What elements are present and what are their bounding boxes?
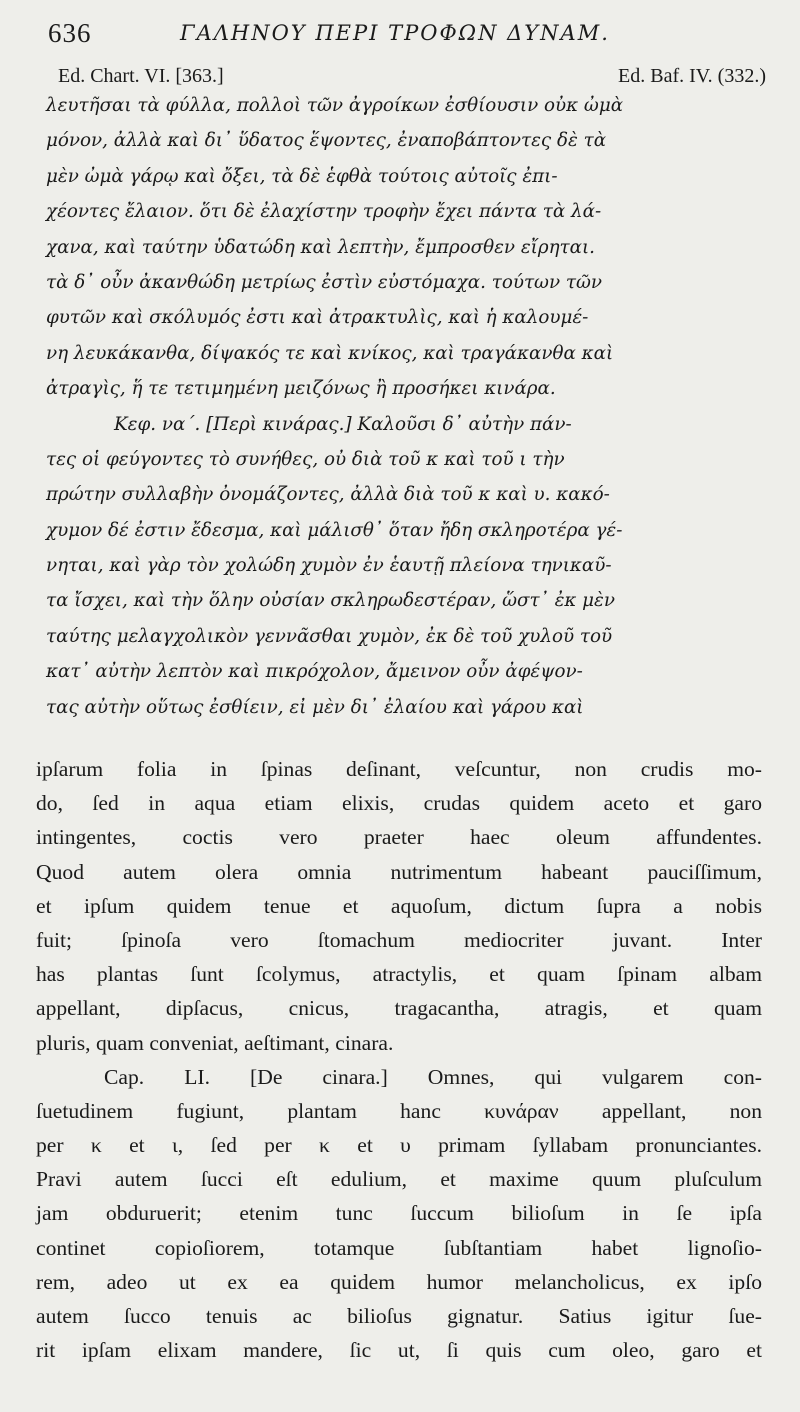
greek-line: φυτῶν καὶ σκόλυμός ἐστι καὶ ἀτρακτυλὶς, καὶ ἡ καλουμέ- [46,307,589,329]
greek-line: μὲν ὠμὰ γάρῳ καὶ ὄξει, τὰ δὲ ἑφθὰ τούτοις αὐτοῖς ἐπι- [46,165,558,187]
latin-chapter-heading-line: Cap. LI. [De cinara.] Omnes, qui vulgarem con- [104,1064,762,1089]
edition-basel-ref: Ed. Baf. IV. (332.) [618,65,766,87]
latin-line: Quod autem olera omnia nutrimentum habeant pauciſſimum, [36,859,762,884]
latin-text-block [36,752,762,1367]
greek-line: τὰ δ᾽ οὖν ἀκανθώδη μετρίως ἐστὶν εὐστόμαχα. τούτων τῶν [46,271,603,293]
greek-line: τα ἴσχει, καὶ τὴν ὅλην οὐσίαν σκληρωδεστέραν, ὥστ᾽ ἐκ μὲν [46,590,615,612]
greek-line: πρώτην συλλαβὴν ὀνομάζοντες, ἀλλὰ διὰ τοῦ κ καὶ υ. κακό- [46,484,610,506]
running-head [48,18,768,52]
greek-line: λευτῆσαι τὰ φύλλα, πολλοὶ τῶν ἀγροίκων ἐσθίουσιν οὐκ ὠμὰ [46,95,624,116]
latin-line: continet copioſiorem, totamque ſubſtantiam habet lignoſio- [36,1235,762,1260]
running-title: ΓΑΛΗΝΟΥ ΠΕΡΙ ΤΡΟΦΩΝ ΔΥΝΑΜ. [180,21,610,45]
latin-line: ipſarum folia in ſpinas deſinant, veſcuntur, non crudis mo- [36,757,762,781]
latin-line: et ipſum quidem tenue et aquoſum, dictum ſupra a nobis [36,893,762,918]
greek-chapter-heading-line: Κεφ. να΄. [Περὶ κινάρας.] Καλοῦσι δ᾽ αὐτὴν πάν- [114,413,572,435]
greek-line: χέοντες ἔλαιον. ὅτι δὲ ἐλαχίστην τροφὴν ἔχει πάντα τὰ λά- [46,201,602,223]
latin-line: per κ et ι, ſed per κ et υ primam ſyllabam pronunciantes. [36,1133,762,1158]
greek-line: μόνον, ἀλλὰ καὶ δι᾽ ὕδατος ἕψοντες, ἐναποβάπτοντες δὲ τὰ [46,130,607,152]
greek-line: τες οἱ φεύγοντες τὸ συνήθες, οὐ διὰ τοῦ κ καὶ τοῦ ι τὴν [46,448,565,470]
latin-line: rit ipſam elixam mandere, ſic ut, ſi quis cum oleo, garo et [36,1338,762,1363]
latin-line: autem ſucco tenuis ac bilioſus gignatur. Satius igitur ſue- [36,1304,762,1328]
greek-line: ταύτης μελαγχολικὸν γεννᾶσθαι χυμὸν, ἐκ δὲ τοῦ χυλοῦ τοῦ [46,625,613,647]
greek-text-block [46,88,766,725]
greek-line: κατ᾽ αὐτὴν λεπτὸν καὶ πικρόχολον, ἄμεινον οὖν ἀφέψον- [46,661,583,683]
latin-line: intingentes, coctis vero praeter haec oleum affundentes. [36,825,762,850]
page-number: 636 [48,18,92,48]
latin-paragraph-end-line: pluris, quam conveniat, aeſtimant, cinara. [36,1030,394,1055]
latin-line: ſuetudinem fugiunt, plantam hanc κυνάραν appellant, non [36,1098,762,1123]
latin-line: rem, adeo ut ex ea quidem humor melancholicus, ex ipſo [36,1269,762,1294]
edition-chartier-ref: Ed. Chart. VI. [363.] [58,65,224,87]
latin-line: do, ſed in aqua etiam elixis, crudas quidem aceto et garo [36,791,762,816]
latin-line: Pravi autem ſucci eſt edulium, et maxime quum pluſculum [36,1167,762,1192]
greek-line: νηται, καὶ γὰρ τὸν χολώδη χυμὸν ἐν ἑαυτῇ πλείονα τηνικαῦ- [46,555,612,577]
greek-line: τας αὐτὴν οὕτως ἐσθίειν, εἰ μὲν δι᾽ ἐλαίου καὶ γάρου καὶ [46,696,584,718]
greek-line: νη λευκάκανθα, δίψακός τε καὶ κνίκος, καὶ τραγάκανθα καὶ [46,342,614,364]
greek-line: χυμον δέ ἐστιν ἔδεσμα, καὶ μάλισθ᾽ ὅταν ἤδη σκληροτέρα γέ- [46,519,623,541]
greek-line: χανα, καὶ ταύτην ὑδατώδη καὶ λεπτὴν, ἔμπροσθεν εἴρηται. [46,236,595,258]
latin-line: has plantas ſunt ſcolymus, atractylis, et quam ſpinam albam [36,962,762,987]
greek-line: ἀτραγὶς, ἥ τε τετιμημένη μειζόνως ἢ προσήκει κινάρα. [46,378,556,400]
latin-line: appellant, dipſacus, cnicus, tragacantha, atragis, et quam [36,996,762,1021]
latin-line: fuit; ſpinoſa vero ſtomachum mediocriter juvant. Inter [36,927,762,952]
latin-line: jam obduruerit; etenim tunc ſuccum bilioſum in ſe ipſa [36,1201,762,1226]
